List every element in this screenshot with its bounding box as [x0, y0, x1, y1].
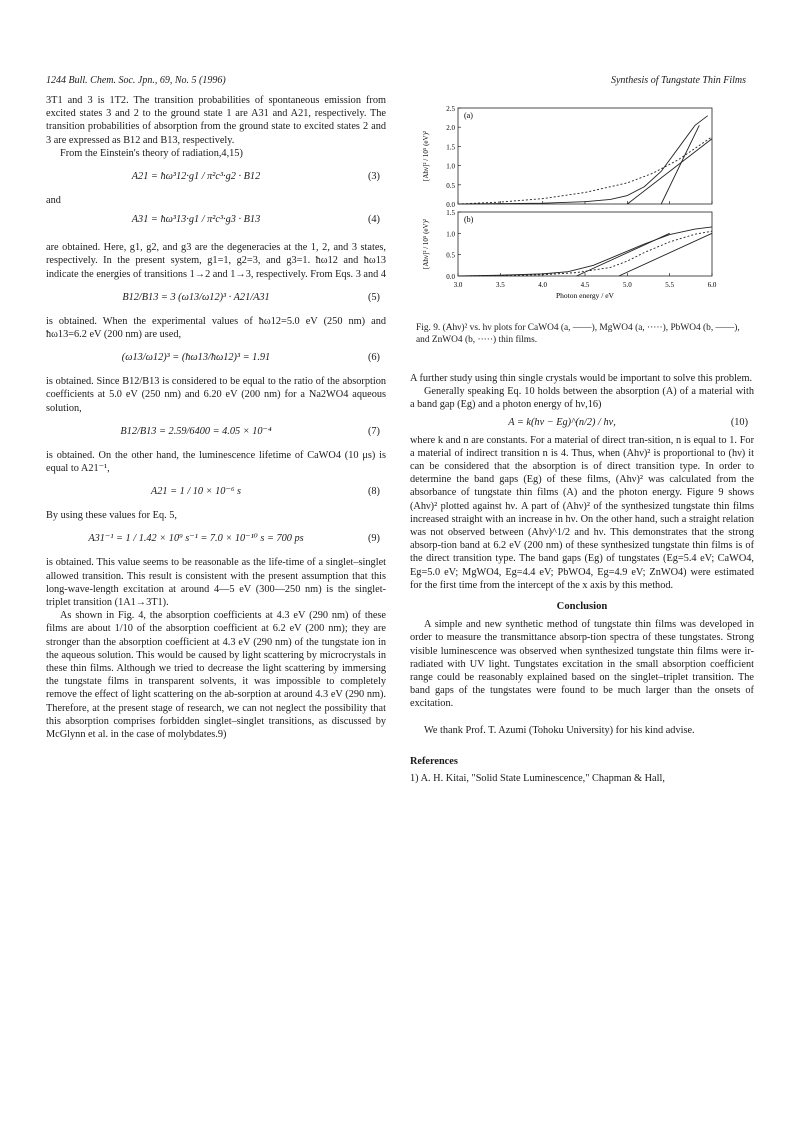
- equation-7: [46, 415, 386, 449]
- equation-text: B12/B13 = 3 (ω13/ω12)³ · A21/A31: [122, 291, 270, 303]
- paragraph: By using these values for Eq. 5,: [46, 510, 177, 522]
- panel-label: (b): [464, 215, 474, 224]
- fit-line-znwo4: [619, 233, 712, 276]
- equation-number: (3): [367, 171, 380, 183]
- figure-caption: Fig. 9. (Ahν)² vs. hν plots for CaWO4 (a, ——), MgWO4 (a, ·····), PbWO4 (b, ——), and ZnWO4 (b, ·····) thin films.: [416, 323, 740, 346]
- acknowledgment: We thank Prof. T. Azumi (Tohoku University) for his kind advise.: [424, 724, 695, 736]
- section-heading: Conclusion: [556, 601, 608, 613]
- equation-number: (5): [367, 291, 380, 303]
- equation-number: (6): [367, 352, 380, 364]
- x-axis-label: Photon energy / eV: [556, 291, 614, 300]
- plot-frame: [458, 212, 712, 276]
- equation-9: [46, 522, 386, 556]
- left-column: [46, 94, 386, 741]
- y-tick-label: 0.5: [446, 181, 455, 190]
- paragraph: As shown in Fig. 4, the absorption coefficients at 4.3 eV (290 nm) of these films are about 1/10 of the absorption coefficient at 6.2 eV (200 nm); they are stronger than the absorption coefficient at 4.3 eV (290 nm) of the tungstate ion in the aqueous solution. This would be caused by light scattering by microcrystals in these thin films. Although we tried to decrease the light scattering by immersing the tungstate films in transparent solvents, it was impossible to completely remove the effect of light scattering on the ab-sorption at around 4.3 eV (290 nm). Therefore, at the present stage of research, we can not neglect the possibility that this absorption comprises forbidden singlet–singlet transitions, as discussed by McGlynn et al. in the case of molybdates.9): [46, 610, 386, 741]
- paragraph: A simple and new synthetic method of tungstate thin films was developed in order to measure the transmittance absorp-tion spectra of these tungstates. Strong visible luminescence was observed when synthesized tungstate thin films were ir-radiated with UV light. Tungstates excitation in the small absorption coefficient range could be reasonably explained based on the singlet–triplet transition. The band gaps of the tungstates were found to be much larger than the onsets of excitation.: [410, 619, 754, 710]
- paragraph: is obtained. This value seems to be reasonable as the life-time of a singlet–singlet allowed transition. This result is consistent with the present assumption that this long-wave-length excitation at around 4—5 eV (300—250 nm) is the singlet-triplet transition (1A1→3T1).: [46, 557, 386, 609]
- right-column: [410, 372, 754, 785]
- series-line-pbwo4: [458, 227, 712, 276]
- reference-item: 1) A. H. Kitai, "Solid State Luminescence," Chapman & Hall,: [410, 773, 665, 785]
- fit-line-mgwo4: [627, 139, 712, 204]
- x-tick-label: 5.5: [665, 281, 675, 289]
- equation-number: (10): [730, 416, 748, 428]
- equation-number: (4): [367, 214, 380, 226]
- y-tick-label: 0.0: [446, 273, 455, 281]
- paragraph: is obtained. When the experimental values of ħω12=5.0 eV (250 nm) and ħω13=6.2 eV (200 nm) are used,: [46, 315, 386, 341]
- equation-text: A = k(hν − Eg)^(n/2) / hν,: [508, 416, 616, 428]
- figure-9-chart: [412, 100, 742, 302]
- equation-4: [46, 207, 386, 241]
- equation-text: A21 = ħω³12·g1 / π²c³·g2 · B12: [131, 171, 261, 183]
- paragraph: where k and n are constants. For a material of direct tran-sition, n is equal to 1. For a material of indirect transition n is 4. Thus, when (Ahν)² is proportional to (hν) it can be considered that the absorption is of direct transition type. In order to determine the band gaps (Eg) of these films, (Ahν)² was calculated from the absorbance of tungstate thin films (A) and the photon energy. Figure 9 shows (Ahν)² plotted against hν. A part of (Ahν)² of the synthesized tungstate thin films increased straight with an increase in hν. On the other hand, such a straight relation was not observed between (Ahν)^1/2 and hν. This demonstrates that the strong absorp-tion band at 6.2 eV (200 nm) of these synthesized tungstate thin films is of the direct transition type. The band gaps (Eg) of tungstates (Eg=5.4 eV; CaWO4, Eg=5.0 eV; MgWO4, Eg=4.4 eV; PbWO4, Eg=4.9 eV; ZnWO4) were estimated for the first time from the intercept of the x axis by this method.: [410, 434, 754, 591]
- y-tick-label: 0.5: [446, 251, 455, 260]
- y-tick-label: 1.5: [446, 143, 455, 152]
- equation-text: (ω13/ω12)³ = (ħω13/ħω12)³ = 1.91: [121, 352, 271, 364]
- y-tick-label: 0.0: [446, 201, 455, 209]
- panel-label: (a): [464, 111, 473, 120]
- y-tick-label: 2.5: [446, 105, 455, 113]
- equation-number: (9): [367, 533, 380, 545]
- x-tick-label: 3.5: [495, 281, 505, 289]
- equation-5: [46, 281, 386, 315]
- equation-text: B12/B13 = 2.59/6400 = 4.05 × 10⁻⁴: [120, 425, 272, 437]
- series-line-cawo4: [458, 116, 708, 204]
- y-tick-label: 1.0: [446, 230, 455, 239]
- plot-frame: [458, 108, 712, 204]
- x-tick-label: 5.0: [622, 281, 632, 289]
- paragraph: From the Einstein's theory of radiation,4,15): [60, 147, 243, 159]
- equation-number: (7): [367, 425, 380, 437]
- paragraph: 3T1 and 3 is 1T2. The transition probabilities of spontaneous emission from excited states 3 and 2 to the ground state 1 are A31 and A21, respectively. The transition probabilities of absorption from the ground state to excited states 2 and 3 are expressed as B12 and B13, respectively.: [46, 95, 386, 146]
- paragraph: is obtained. Since B12/B13 is considered to be equal to the ratio of the absorption coefficients at 5.0 eV (250 nm) and 6.20 eV (200 nm) for a Na2WO4 aqueous solution,: [46, 376, 386, 414]
- equation-6: [46, 341, 386, 375]
- paragraph: is obtained. On the other hand, the luminescence lifetime of CaWO4 (10 μs) is equal to A21⁻¹,: [46, 449, 386, 475]
- y-axis-label: [Ahν]² / 10⁵ (eV)²: [422, 218, 430, 270]
- y-axis-label: [Ahν]² / 10⁵ (eV)²: [422, 130, 430, 182]
- series-line-znwo4: [458, 231, 712, 276]
- equation-8: [46, 475, 386, 509]
- x-tick-label: 4.0: [538, 281, 548, 289]
- references-heading: References: [410, 755, 458, 767]
- equation-10: [410, 412, 754, 434]
- equation-text: A31 = ħω³13·g1 / π²c³·g3 · B13: [131, 214, 261, 226]
- paragraph: A further study using thin single crystals would be important to solve this problem.: [410, 373, 753, 384]
- y-tick-label: 1.0: [446, 162, 455, 171]
- x-tick-label: 3.0: [453, 281, 463, 289]
- paragraph: are obtained. Here, g1, g2, and g3 are the degeneracies at the 1, 2, and 3 states, respectively. In the present system, g1=1, g2=3, and g3=1. ħω12 and ħω13 indicate the energies of transitions 1→2 and 1→3, respectively. From Eqs. 3 and 4: [46, 242, 387, 280]
- paragraph: and: [46, 195, 61, 207]
- y-tick-label: 1.5: [446, 209, 455, 217]
- x-tick-label: 6.0: [707, 281, 717, 289]
- running-header-right: Synthesis of Tungstate Thin Films: [610, 75, 746, 86]
- equation-text: A31⁻¹ = 1 / 1.42 × 10⁹ s⁻¹ = 7.0 × 10⁻¹⁰ s = 700 ps: [88, 533, 304, 545]
- fit-line-cawo4: [661, 125, 699, 204]
- running-header-left: 1244 Bull. Chem. Soc. Jpn., 69, No. 5 (1996): [46, 75, 226, 86]
- equation-3: [46, 160, 386, 194]
- equation-number: (8): [367, 486, 380, 498]
- y-tick-label: 2.0: [446, 124, 455, 133]
- paragraph: Generally speaking Eq. 10 holds between the absorption (A) of a material with a band gap (Eg) and a photon energy of hν,16): [410, 386, 754, 411]
- fit-line-pbwo4: [577, 233, 670, 276]
- series-line-mgwo4: [458, 137, 712, 204]
- equation-text: A21 = 1 / 10 × 10⁻⁶ s: [150, 486, 242, 498]
- x-tick-label: 4.5: [580, 281, 590, 289]
